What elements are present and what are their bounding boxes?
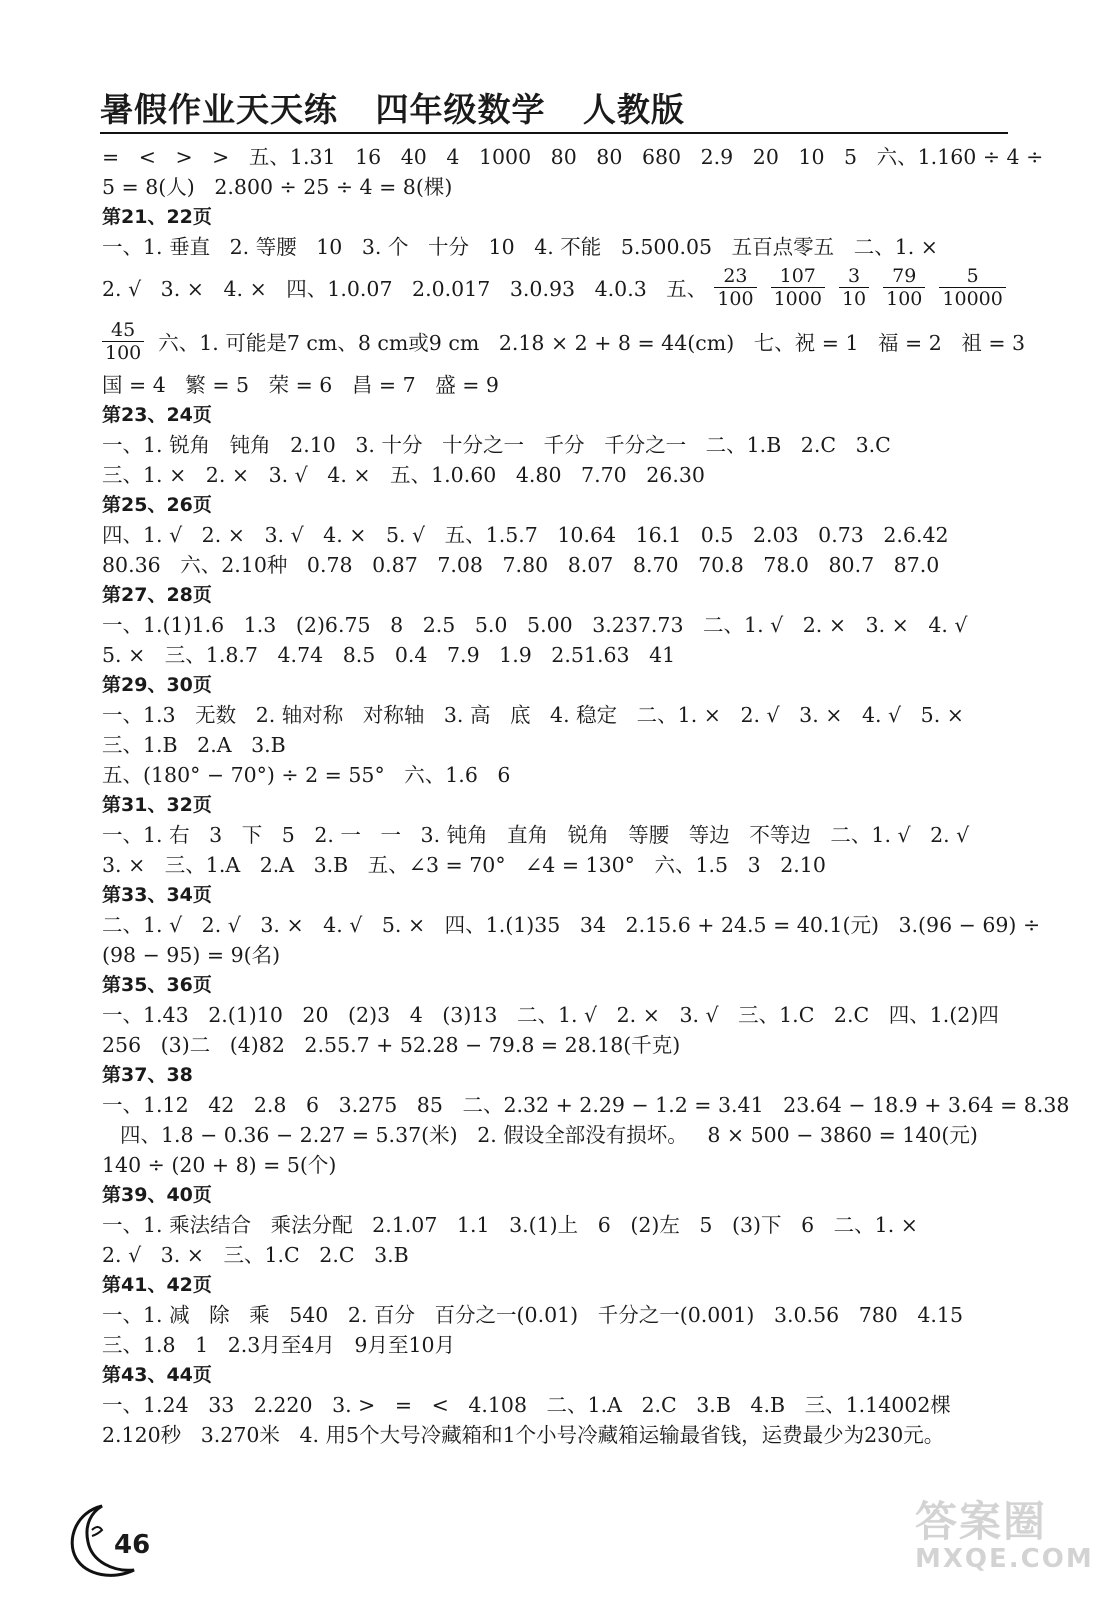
denominator: 100 [102, 341, 144, 364]
section-heading: 第29、30页 [102, 674, 212, 696]
answer-line: 一、1.(1)1.6 1.3 (2)6.75 8 2.5 5.0 5.00 3.237.73 二、1. √ 2. × 3. × 4. √ [102, 613, 968, 637]
answer-line: 四、1.8 − 0.36 − 2.27 = 5.37(米) 2. 假设全部没有损坏。 8 × 500 − 3860 = 140(元) [120, 1123, 978, 1147]
section-heading: 第39、40页 [102, 1184, 212, 1206]
section-heading: 第21、22页 [102, 206, 212, 228]
numerator: 3 [847, 264, 861, 287]
section-heading: 第23、24页 [102, 404, 212, 426]
fraction [839, 265, 869, 310]
answer-content [102, 142, 1070, 1450]
answer-line: 三、1. × 2. × 3. √ 4. × 五、1.0.60 4.80 7.70 26.30 [102, 463, 705, 487]
answer-line: 三、1.B 2.A 3.B [102, 733, 286, 757]
watermark [915, 1497, 1094, 1590]
numerator: 107 [779, 264, 816, 287]
numerator: 23 [723, 264, 748, 287]
section-heading: 第25、26页 [102, 494, 212, 516]
section-heading: 第27、28页 [102, 584, 212, 606]
answer-line: 一、1. 右 3 下 5 2. 一 一 3. 钝角 直角 锐角 等腰 等边 不等边 二、1. √ 2. √ [102, 823, 970, 847]
watermark-url: MXQE.COM [915, 1544, 1094, 1574]
answer-text: 2. √ 3. × 4. × 四、1.0.07 2.0.017 3.0.93 4.0.3 五、 [102, 277, 708, 301]
section-heading: 第33、34页 [102, 884, 212, 906]
denominator: 100 [883, 287, 925, 310]
answer-line: (98 − 95) = 9(名) [102, 943, 281, 967]
numerator: 45 [111, 318, 136, 341]
answer-line: 256 (3)二 (4)82 2.55.7 + 52.28 − 79.8 = 28.18(千克) [102, 1033, 681, 1057]
denominator: 1000 [771, 287, 825, 310]
answer-line: 二、1. √ 2. √ 3. × 4. √ 5. × 四、1.(1)35 34 2.15.6 + 24.5 = 40.1(元) 3.(96 − 69) ÷ [102, 913, 1041, 937]
fraction [771, 265, 825, 310]
answer-line: 2. √ 3. × 三、1.C 2.C 3.B [102, 1243, 409, 1267]
section-heading: 第35、36页 [102, 974, 212, 996]
answer-line: 5. × 三、1.8.7 4.74 8.5 0.4 7.9 1.9 2.51.63 41 [102, 643, 676, 667]
section-heading: 第41、42页 [102, 1274, 212, 1296]
answer-line-with-fractions [102, 262, 1012, 312]
watermark-text: 答案圈 [915, 1497, 1048, 1546]
answer-line: 一、1.3 无数 2. 轴对称 对称轴 3. 高 底 4. 稳定 二、1. × 2. √ 3. × 4. √ 5. × [102, 703, 964, 727]
book-title: 暑假作业天天练 四年级数学 人教版 [100, 90, 685, 129]
answer-line: 3. × 三、1.A 2.A 3.B 五、∠3 = 70° ∠4 = 130° 六、1.5 3 2.10 [102, 853, 826, 877]
numerator: 5 [966, 264, 979, 287]
answer-line: 5 = 8(人) 2.800 ÷ 25 ÷ 4 = 8(棵) [102, 175, 453, 199]
answer-line-with-fractions [102, 312, 1026, 370]
answer-line: 一、1. 垂直 2. 等腰 10 3. 个 十分 10 4. 不能 5.500.05 五百点零五 二、1. × [102, 235, 938, 259]
fraction [883, 265, 925, 310]
fraction [102, 319, 144, 364]
answer-line: 140 ÷ (20 + 8) = 5(个) [102, 1153, 337, 1177]
answer-line: 80.36 六、2.10种 0.78 0.87 7.08 7.80 8.07 8.70 70.8 78.0 80.7 87.0 [102, 553, 940, 577]
answer-line: 一、1.12 42 2.8 6 3.275 85 二、2.32 + 2.29 − 1.2 = 3.41 23.64 − 18.9 + 3.64 = 8.38 [102, 1093, 1070, 1117]
answer-line: 一、1. 减 除 乘 540 2. 百分 百分之一(0.01) 千分之一(0.001) 3.0.56 780 4.15 [102, 1303, 964, 1327]
fraction [939, 265, 1005, 310]
page-number: 46 [114, 1530, 151, 1560]
answer-line: 四、1. √ 2. × 3. √ 4. × 5. √ 五、1.5.7 10.64 16.1 0.5 2.03 0.73 2.6.42 [102, 523, 949, 547]
section-heading: 第43、44页 [102, 1364, 212, 1386]
answer-line: 五、(180° − 70°) ÷ 2 = 55° 六、1.6 6 [102, 763, 511, 787]
answer-line: 一、1.43 2.(1)10 20 (2)3 4 (3)13 二、1. √ 2. × 3. √ 三、1.C 2.C 四、1.(2)四 [102, 1003, 999, 1027]
fraction [714, 265, 756, 310]
answer-line: 2.120秒 3.270米 4. 用5个大号冷藏箱和1个小号冷藏箱运输最省钱，运费最少为230元。 [102, 1423, 945, 1447]
answer-line: 一、1. 锐角 钝角 2.10 3. 十分 十分之一 千分 千分之一 二、1.B 2.C 3.C [102, 433, 891, 457]
answer-line: = < > > 五、1.31 16 40 4 1000 80 80 680 2.9 20 10 5 六、1.160 ÷ 4 ÷ [102, 145, 1044, 169]
answer-line: 三、1.8 1 2.3月至4月 9月至10月 [102, 1333, 456, 1357]
denominator: 10000 [939, 287, 1005, 310]
answer-text: 六、1. 可能是7 cm、8 cm或9 cm 2.18 × 2 + 8 = 44(cm) 七、祝 = 1 福 = 2 祖 = 3 [158, 331, 1026, 355]
section-heading: 第37、38 [102, 1064, 193, 1086]
denominator: 100 [714, 287, 756, 310]
answer-line: 国 = 4 繁 = 5 荣 = 6 昌 = 7 盛 = 9 [102, 373, 499, 397]
numerator: 79 [892, 264, 917, 287]
header-divider [100, 132, 1008, 134]
section-heading: 第31、32页 [102, 794, 212, 816]
answer-line: 一、1.24 33 2.220 3. > = < 4.108 二、1.A 2.C 3.B 4.B 三、1.14002棵 [102, 1393, 951, 1417]
denominator: 10 [839, 287, 869, 310]
answer-line: 一、1. 乘法结合 乘法分配 2.1.07 1.1 3.(1)上 6 (2)左 5 (3)下 6 二、1. × [102, 1213, 918, 1237]
